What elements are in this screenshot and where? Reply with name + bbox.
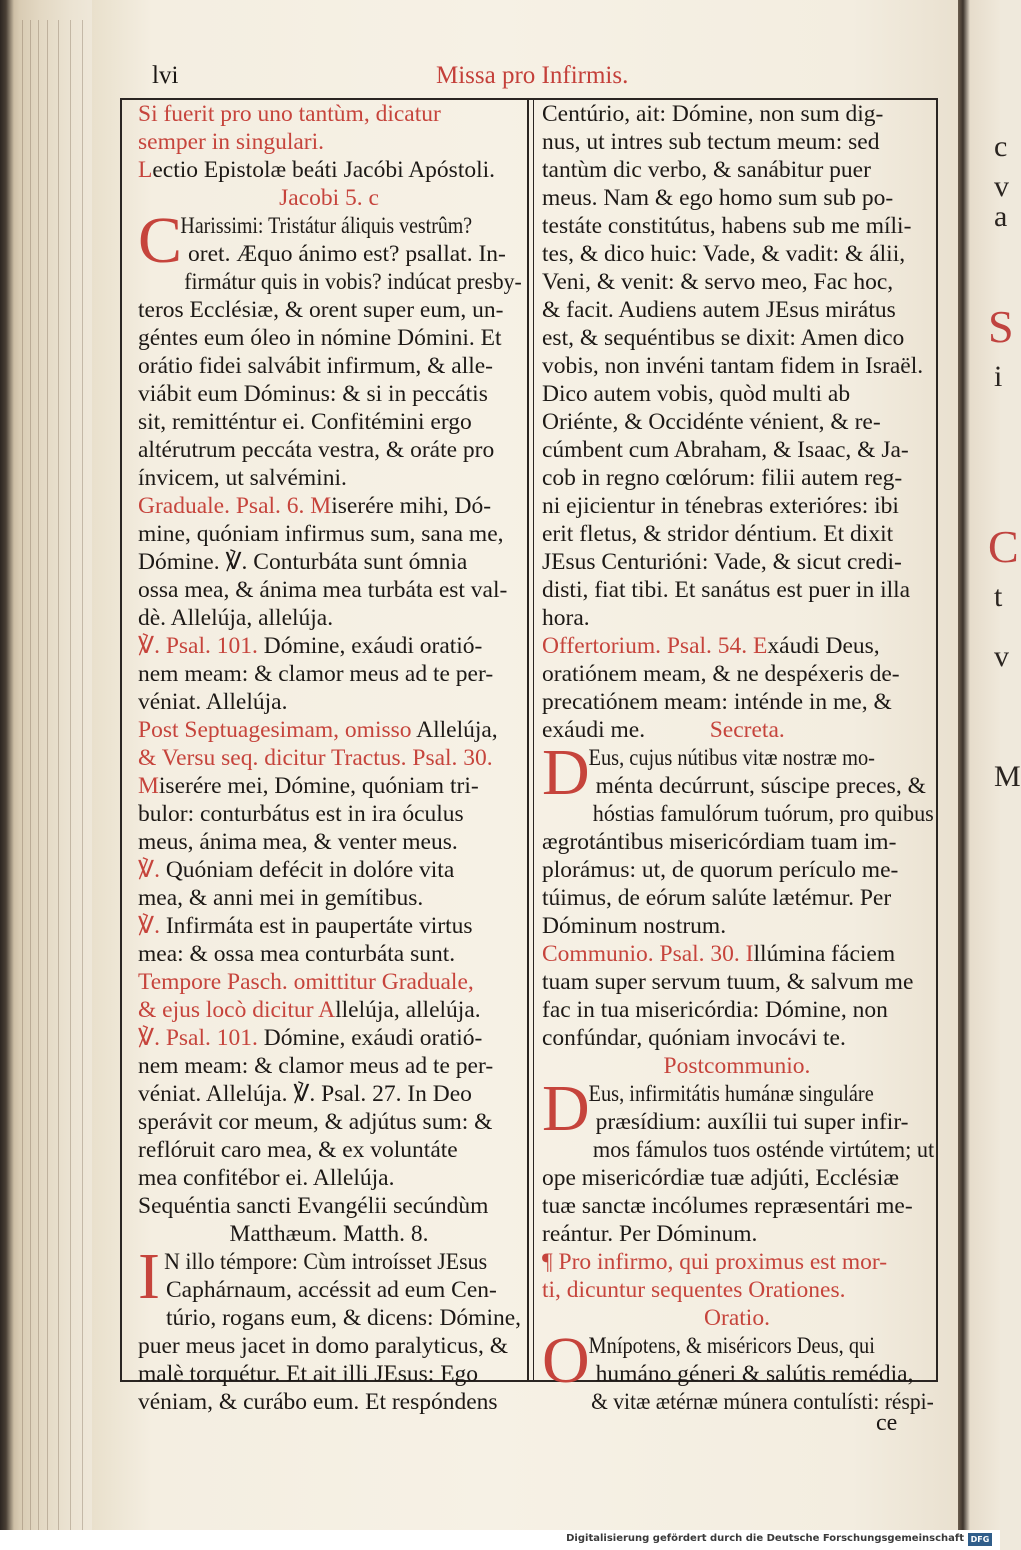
text-line: mos fámulos tuos osténde virtútem; ut: [592, 1137, 935, 1163]
text-line: disti, fiat tibi. Et sanátus est puer in illa: [542, 577, 911, 603]
text-line: Eus, infirmitátis humánæ singuláre: [588, 1081, 874, 1107]
text-line: cob in regno cœlórum: filii autem reg-: [542, 465, 903, 491]
text-line: bulor: conturbátus est in ira óculus: [138, 801, 464, 827]
text-line: Lectio Epistolæ beáti Jacóbi Apóstoli.: [138, 157, 496, 183]
text-line: ℣. Infirmáta est in paupertáte virtus: [138, 913, 473, 939]
book-edge-left: [0, 0, 95, 1550]
text-line: Mnípotens, & miséricors Deus, qui: [588, 1333, 875, 1359]
text-line: oratiónem meam, & ne despéxeris de-: [542, 661, 900, 687]
text-line: cúmbent cum Abraham, & Isaac, & Ja-: [542, 437, 909, 463]
funding-credit: Digitalisierung gefördert durch die Deutsche Forschungsgemeinschaft: [566, 1533, 964, 1544]
text-line: orátio fidei salvábit infirmum, & alle-: [138, 353, 494, 379]
text-line: Oratio.: [704, 1305, 770, 1331]
text-line: N illo témpore: Cùm introísset JEsus: [164, 1249, 488, 1275]
text-line: Eus, cujus nútibus vitæ nostræ mo-: [588, 745, 875, 771]
text-line: meus, ánima mea, & venter meus.: [138, 829, 458, 855]
text-line: Veni, & venit: & servo meo, Fac hoc,: [542, 269, 894, 295]
text-line: Centúrio, ait: Dómine, non sum dig-: [542, 101, 884, 127]
text-line: & ejus locò dicitur Allelúja, allelúja.: [138, 997, 481, 1023]
text-line: ℣. Psal. 101. Dómine, exáudi oratió-: [138, 1025, 483, 1051]
text-line: ménta decúrrunt, súscipe preces, &: [595, 773, 926, 799]
text-line: mea confitébor ei. Allelúja.: [138, 1165, 395, 1191]
text-line: erit fletus, & stridor déntium. Et dixit: [542, 521, 894, 547]
text-line: & vitæ ætérnæ múnera contulísti: réspi-: [591, 1389, 934, 1415]
text-line: Dóminum nostrum.: [542, 913, 727, 939]
text-line: Jacobi 5. c: [279, 185, 379, 211]
text-line: Sequéntia sancti Evangélii secúndùm: [138, 1193, 489, 1219]
text-line: viábit eum Dóminus: & si in peccátis: [138, 381, 488, 407]
text-line: Matthæum. Matth. 8.: [229, 1221, 429, 1247]
text-line: semper in singulari.: [138, 129, 325, 155]
drop-capital: D: [542, 736, 590, 809]
text-line: est, & sequéntibus se dixit: Amen dico: [542, 325, 905, 351]
drop-capital: O: [542, 1324, 590, 1397]
text-line: Post Septuagesimam, omisso Allelúja,: [138, 717, 498, 743]
text-line: Si fuerit pro uno tantùm, dicatur: [138, 101, 441, 127]
text-line: ℣. Quóniam defécit in dolóre vita: [138, 857, 455, 883]
column-rule: [527, 98, 529, 1382]
page-number: lvi: [152, 62, 179, 89]
text-line: ægrotántibus misericórdiam tuam im-: [542, 829, 897, 855]
text-line: ni ejicientur in ténebras exterióres: ibi: [542, 493, 899, 519]
text-line: véniat. Allelúja. ℣. Psal. 27. In Deo: [138, 1081, 472, 1107]
catchword: ce: [876, 1410, 898, 1436]
text-line: tantùm dic verbo, & sanábitur puer: [542, 157, 871, 183]
text-line: nus, ut intres sub tectum meum: sed: [542, 129, 880, 155]
text-line: sit, remitténtur ei. Confitémini ergo: [138, 409, 472, 435]
text-line: tes, & dico huic: Vade, & vadit: & álii,: [542, 241, 906, 267]
text-line: & Versu seq. dicitur Tractus. Psal. 30.: [138, 745, 493, 771]
text-line: reflóruit caro mea, & ex voluntáte: [138, 1137, 458, 1163]
text-line: tuam super servum tuum, & salvum me: [542, 969, 914, 995]
drop-capital: C: [138, 204, 183, 277]
text-line: véniat. Allelúja.: [138, 689, 288, 715]
text-line: véniam, & curábo eum. Et respóndens: [138, 1389, 498, 1415]
text-line: præsídium: auxílii tui super infir-: [595, 1109, 909, 1135]
text-line: Harissimi: Tristátur áliquis vestrûm?: [180, 213, 473, 239]
text-line: fac in tua misericórdia: Dómine, non: [542, 997, 888, 1023]
text-line: meus. Nam & ego homo sum sub po-: [542, 185, 894, 211]
text-line: exáudi me. Secreta.: [542, 717, 785, 743]
text-line: ossa mea, & ánima mea turbáta est val-: [138, 577, 508, 603]
text-line: ínvicem, ut salvémini.: [138, 465, 347, 491]
text-line: JEsus Centurióni: Vade, & sicut credi-: [542, 549, 902, 575]
text-line: mea, & anni mei in gemítibus.: [138, 885, 424, 911]
text-line: géntes eum óleo in nómine Dómini. Et: [138, 325, 502, 351]
text-line: ℣. Psal. 101. Dómine, exáudi oratió-: [138, 633, 483, 659]
text-line: nem meam: & clamor meus ad te per-: [138, 661, 494, 687]
text-line: Caphárnaum, accéssit ad eum Cen-: [165, 1277, 497, 1303]
right-column: [542, 100, 935, 1416]
text-line: mea: & ossa mea conturbáta sunt.: [138, 941, 456, 967]
text-line: firmátur quis in vobis? indúcat presby-: [184, 269, 522, 295]
text-line: tuæ sanctæ incólumes repræsentári me-: [542, 1193, 913, 1219]
column-rule-inner: [533, 98, 534, 1382]
text-line: plorámus: ut, de quorum perículo me-: [542, 857, 899, 883]
text-line: nem meam: & clamor meus ad te per-: [138, 1053, 494, 1079]
text-line: Postcommunio.: [663, 1053, 811, 1079]
text-line: sperávit cor meum, & adjútus sum: &: [138, 1109, 493, 1135]
text-line: oret. Æquo ánimo est? psallat. In-: [188, 241, 506, 267]
text-line: ope misericórdiæ tuæ adjúti, Ecclésiæ: [542, 1165, 899, 1191]
text-line: puer meus jacet in domo paralyticus, &: [138, 1333, 509, 1359]
text-line: reántur. Per Dóminum.: [542, 1221, 758, 1247]
text-line: Graduale. Psal. 6. Miserére mihi, Dó-: [138, 493, 492, 519]
text-line: Dico autem vobis, quòd multi ab: [542, 381, 851, 407]
text-line: malè torquétur. Et ait illi JEsus: Ego: [138, 1361, 479, 1387]
text-line: altérutrum peccáta vestra, & oráte pro: [138, 437, 495, 463]
left-column: [138, 100, 520, 1416]
text-line: precatiónem meam: inténde in me, &: [542, 689, 892, 715]
text-line: Dómine. ℣. Conturbáta sunt ómnia: [138, 549, 468, 575]
text-line: & facit. Audiens autem JEsus mirátus: [542, 297, 896, 323]
text-line: túrio, rogans eum, & dicens: Dómine,: [165, 1305, 522, 1331]
text-line: hóstias famulórum tuórum, pro quibus: [592, 801, 934, 827]
text-line: Oriénte, & Occidénte vénient, & re-: [542, 409, 881, 435]
text-line: túimus, de eórum salúte lætémur. Per: [542, 885, 892, 911]
text-line: teros Ecclésiæ, & orent super eum, un-: [138, 297, 504, 323]
text-line: Tempore Pasch. omittitur Graduale,: [138, 969, 474, 995]
text-line: Miserére mei, Dómine, quóniam tri-: [138, 773, 479, 799]
text-line: ti, dicuntur sequentes Orationes.: [542, 1277, 846, 1303]
text-line: confúndar, quóniam invocávi te.: [542, 1025, 846, 1051]
running-title: Missa pro Infirmis.: [436, 62, 629, 89]
text-line: mine, quóniam infirmus sum, sana me,: [138, 521, 504, 547]
text-line: dè. Allelúja, allelúja.: [138, 605, 334, 631]
text-line: Communio. Psal. 30. Illúmina fáciem: [542, 941, 896, 967]
dfg-logo: DFG: [968, 1533, 992, 1546]
facing-page-strip: c v a S i C t v M: [958, 0, 1000, 1530]
text-line: hora.: [542, 605, 590, 631]
text-line: testáte constitútus, habens sub me míli-: [542, 213, 912, 239]
text-line: vobis, non invéni tantam fidem in Israël.: [542, 353, 924, 379]
drop-capital: D: [542, 1072, 590, 1145]
text-line: humáno géneri & salútis remédia,: [595, 1361, 914, 1387]
text-line: Offertorium. Psal. 54. Exáudi Deus,: [542, 633, 880, 659]
drop-capital: I: [138, 1240, 160, 1313]
footer-bar: [0, 1530, 1000, 1550]
text-line: ¶ Pro infirmo, qui proximus est mor-: [542, 1249, 888, 1275]
